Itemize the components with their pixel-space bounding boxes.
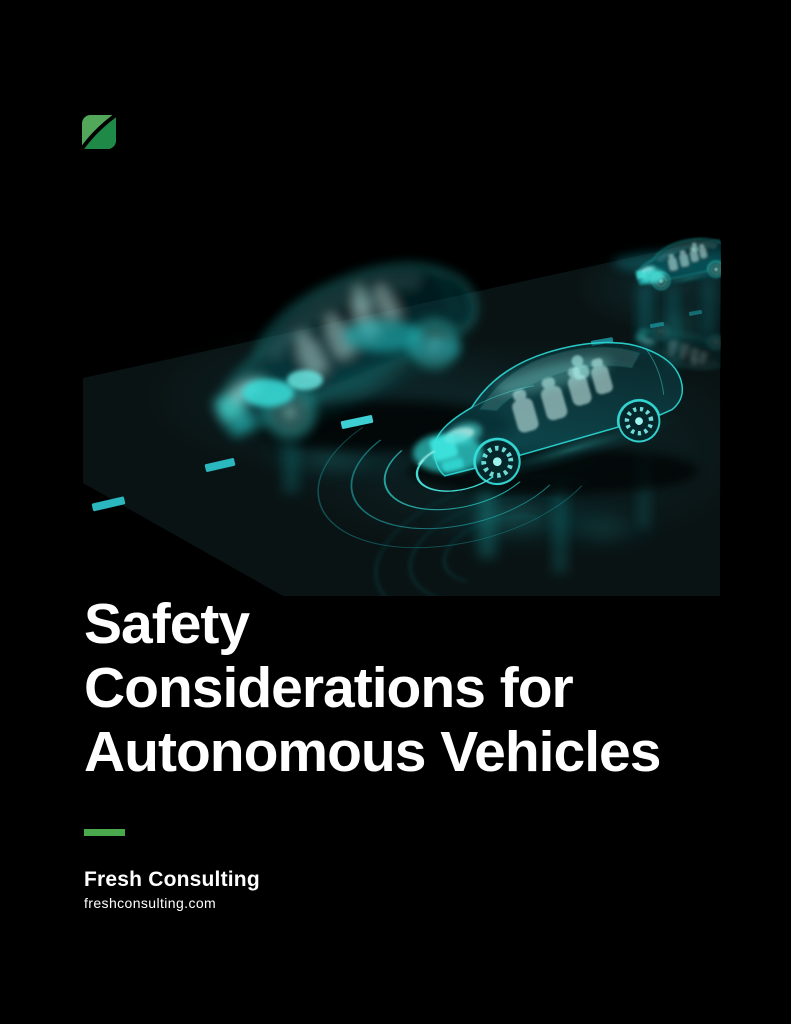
accent-dash (84, 829, 125, 836)
company-name: Fresh Consulting (84, 868, 260, 891)
hero-image-autonomous-vehicles (83, 228, 721, 596)
autonomous-cars-scene (83, 228, 721, 596)
fresh-consulting-leaf-icon (82, 115, 116, 149)
cover-title-line-2: Considerations for (84, 656, 573, 720)
cover-title (84, 592, 744, 784)
cover-title-line-3: Autonomous Vehicles (84, 720, 661, 784)
website-link[interactable]: freshconsulting.com (84, 895, 217, 911)
cover-title-line-1: Safety (84, 592, 250, 656)
